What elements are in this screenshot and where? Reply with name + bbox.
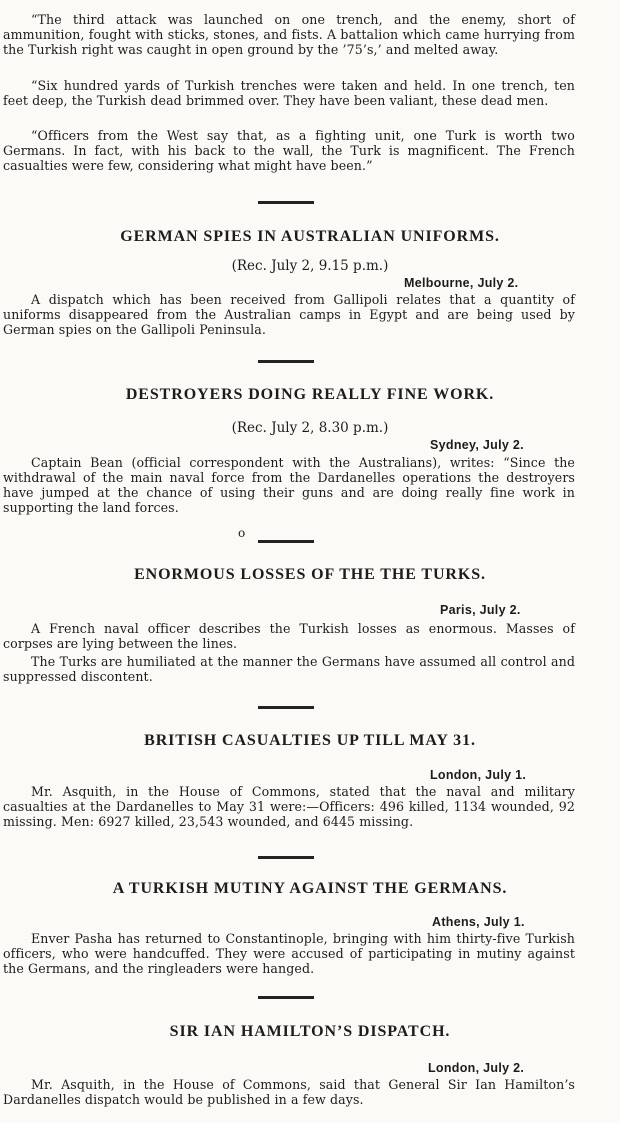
article-body-6: Mr. Asquith, in the House of Commons, said that General Sir Ian Hamilton’s Dardanelles dispatch would be published in a few days. [3,1077,575,1107]
dateline-5: Athens, July 1. [432,915,525,929]
dateline-4: London, July 1. [430,768,527,782]
headline-hamilton-dispatch: SIR IAN HAMILTON’S DISPATCH. [169,1023,451,1040]
received-time-1: (Rec. July 2, 9.15 p.m.) [231,258,389,274]
headline-turkish-mutiny: A TURKISH MUTINY AGAINST THE GERMANS. [112,880,508,897]
article-body-3b: The Turks are humiliated at the manner the Germans have assumed all control and suppressed discontent. [3,654,575,684]
headline-destroyers: DESTROYERS DOING REALLY FINE WORK. [125,386,495,403]
article-body-5: Enver Pasha has returned to Constantinople, bringing with him thirty-five Turkish officers, who were handcuffed. They were accused of participating in mutiny against the Germans, and the ringleaders were hanged. [3,931,575,976]
dateline-1: Melbourne, July 2. [404,276,519,290]
article-body-4: Mr. Asquith, in the House of Commons, stated that the naval and military casualties at the Dardanelles to May 31 were:—Officers: 496 killed, 1134 wounded, 92 missing. Men: 6927 killed, 23,543 wounded, and 6445 missing. [3,784,575,829]
headline-enormous-losses: ENORMOUS LOSSES OF THE THE TURKS. [134,566,486,583]
section-divider [258,201,314,204]
dateline-6: London, July 2. [428,1061,525,1075]
intro-paragraph-2: “Six hundred yards of Turkish trenches were taken and held. In one trench, ten feet deep, the Turkish dead brimmed over. They have been valiant, these dead men. [3,78,575,108]
article-body-2: Captain Bean (official correspondent with the Australians), writes: “Since the withdrawal of the main naval force from the Dardanelles operations the destroyers have jumped at the chance of using their guns and are doing really fine work in supporting the land forces. [3,455,575,515]
headline-british-casualties: BRITISH CASUALTIES UP TILL MAY 31. [144,732,476,749]
received-time-2: (Rec. July 2, 8.30 p.m.) [231,420,389,436]
separator-mark: o [238,526,246,540]
article-body-1: A dispatch which has been received from Gallipoli relates that a quantity of uniforms disappeared from the Australian camps in Egypt and are being used by German spies on the Gallipoli Peninsula. [3,292,575,337]
intro-paragraph-1: “The third attack was launched on one trench, and the enemy, short of ammunition, fought with sticks, stones, and fists. A battalion which came hurrying from the Turkish right was caught in open ground by the ’75’s,’ and melted away. [3,12,575,57]
dateline-2: Sydney, July 2. [430,438,524,452]
section-divider [258,360,314,363]
article-body-3: A French naval officer describes the Turkish losses as enormous. Masses of corpses are lying between the lines. [3,621,575,651]
section-divider [258,856,314,859]
section-divider [258,706,314,709]
intro-paragraph-3: “Officers from the West say that, as a fighting unit, one Turk is worth two Germans. In fact, with his back to the wall, the Turk is magnificent. The French casualties were few, considering what might have been.” [3,128,575,173]
section-divider [258,540,314,543]
headline-german-spies: GERMAN SPIES IN AUSTRALIAN UNIFORMS. [120,228,500,245]
dateline-3: Paris, July 2. [440,603,521,617]
section-divider [258,996,314,999]
